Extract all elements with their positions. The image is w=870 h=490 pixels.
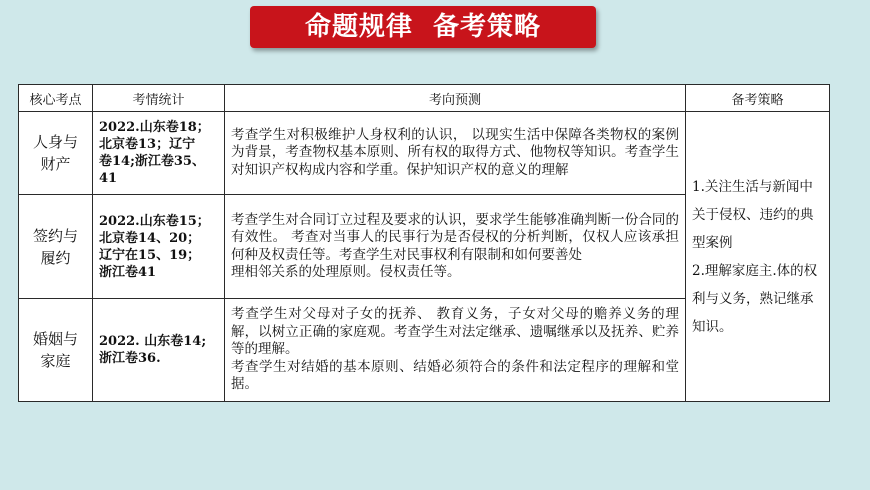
stats-text: 2022.山东卷18； 北京卷13；辽宁 卷14;浙江卷35、 41 (99, 120, 210, 186)
strategy-cell (686, 112, 830, 402)
table-header-row (19, 85, 830, 112)
stats-text: 2022. 山东卷14; 浙江卷36. (99, 334, 207, 366)
table-row (19, 112, 830, 195)
prediction-cell (225, 112, 686, 195)
topic-text: 签约与 履约 (32, 226, 78, 267)
strategy-text: 1.关注生活与新闻中关于侵权、违约的典型案例 2.理解家庭主.体的权利与义务，熟记继承知识。 (692, 178, 818, 335)
topic-cell (19, 299, 93, 402)
stats-text: 2022.山东卷15； 北京卷14、20； 辽宁在15、19； 浙江卷41 (99, 213, 210, 280)
header-exam-stats: 考情统计 (93, 85, 225, 112)
prediction-text: 考查学生对合同订立过程及要求的认识，要求学生能够准确判断一份合同的有效性。 考查对当事人的民事行为是否侵权的分析判断，仅权人应该承担何种及权责任等。考查学生对民事权利有限制和如何要善处 理相邻关系的处理原则。侵权责任等。 (231, 211, 679, 280)
exam-analysis-table (18, 84, 830, 402)
prediction-cell (225, 195, 686, 299)
topic-cell (19, 112, 93, 195)
header-prediction: 考向预测 (225, 85, 686, 112)
section-title-banner: 命题规律 备考策略 (250, 6, 596, 48)
header-core-topic: 核心考点 (19, 85, 93, 112)
prediction-text: 考查学生对积极维护人身权利的认识， 以现实生活中保障各类物权的案例为背景，考查物权基本原则、所有权的取得方式、他物权等知识。考查学生对知识产权构成内容和学重。保护知识产权的意义的理解 (231, 126, 679, 178)
header-strategy: 备考策略 (686, 85, 830, 112)
prediction-text: 考查学生对父母对子女的抚养、 教育义务，子女对父母的赡养义务的理解，以树立正确的家庭观。考查学生对法定继承、遗嘱继承以及抚养、贮养等的理解。 考查学生对结婚的基本原则、结婚必须符合的条件和法定程序的理解和堂据。 (231, 306, 679, 393)
stats-cell (93, 195, 225, 299)
stats-cell (93, 299, 225, 402)
topic-text: 人身与 财产 (32, 133, 78, 173)
prediction-cell (225, 299, 686, 402)
topic-text: 婚姻与 家庭 (32, 330, 78, 370)
topic-cell (19, 195, 93, 299)
stats-cell (93, 112, 225, 195)
